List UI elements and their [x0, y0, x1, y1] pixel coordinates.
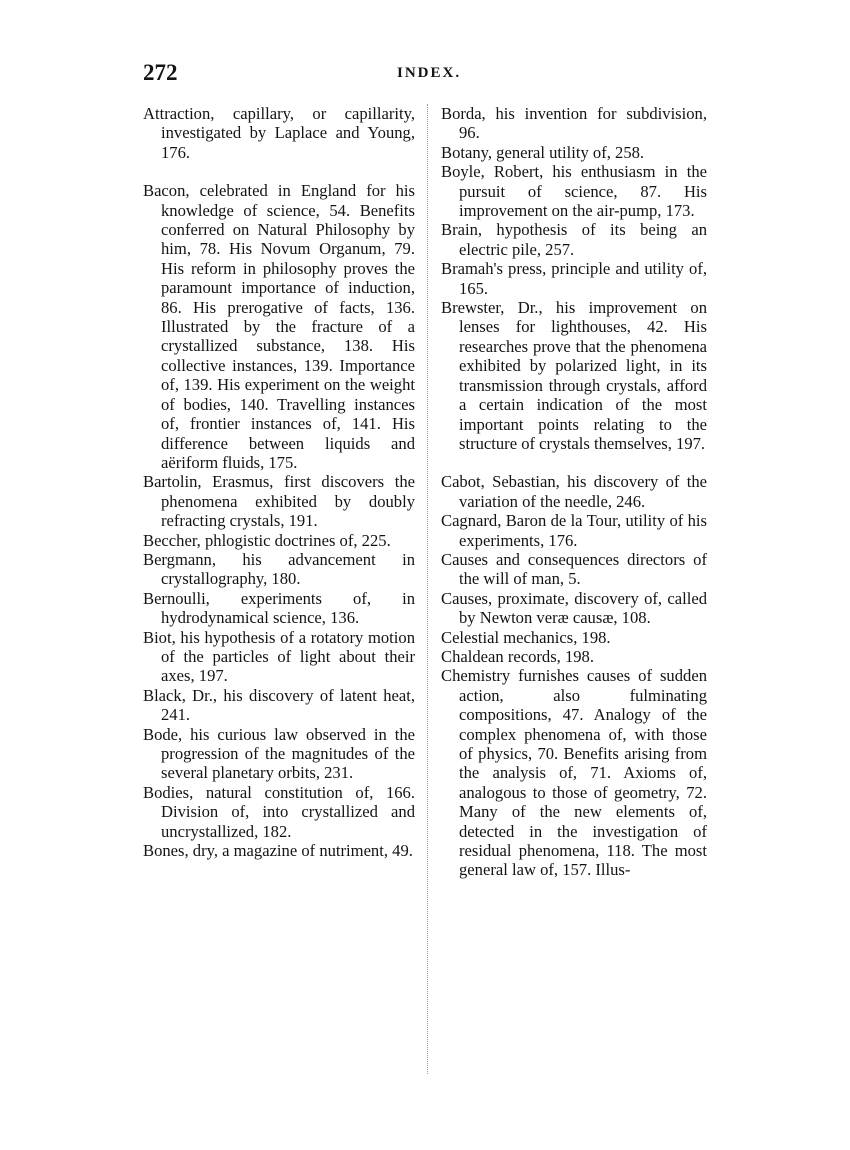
- index-entry: Black, Dr., his discovery of latent heat, 241.: [143, 685, 415, 725]
- index-entry: Cagnard, Baron de la Tour, utility of his experiments, 176.: [441, 511, 707, 550]
- index-entry: Bodies, natural constitution of, 166. Division of, into crystallized and uncrystallized, 182.: [143, 782, 415, 841]
- index-entry: Biot, his hypothesis of a rotatory motion of the particles of light about their axes, 197.: [143, 627, 415, 686]
- index-entry: Causes, proximate, discovery of, called by Newton veræ causæ, 108.: [441, 588, 707, 628]
- index-entry: Attraction, capillary, or capillarity, investigated by Laplace and Young, 176.: [143, 104, 415, 162]
- index-entry: Bergmann, his advancement in crystallography, 180.: [143, 549, 415, 589]
- index-entry: Bartolin, Erasmus, first discovers the phenomena exhibited by doubly refracting crystals, 191.: [143, 472, 415, 531]
- index-entry: Bernoulli, experiments of, in hydrodynamical science, 136.: [143, 588, 415, 628]
- index-entry: Botany, general utility of, 258.: [441, 142, 645, 162]
- index-entry: Celestial mechanics, 198.: [441, 627, 611, 647]
- index-entry: Brewster, Dr., his improvement on lenses for lighthouses, 42. His researches prove that the phenomena exhibited by polarized light, in its transmission through crystals, afford a certain indication of the most important points relating to the structure of crystals themselves, 197.: [441, 298, 707, 453]
- running-title: INDEX.: [397, 65, 462, 81]
- index-entry: Brain, hypothesis of its being an electric pile, 257.: [441, 220, 707, 259]
- index-entry: Bramah's press, principle and utility of, 165.: [441, 259, 707, 298]
- index-entry: Causes and consequences directors of the will of man, 5.: [441, 549, 707, 589]
- index-entry: Bones, dry, a magazine of nutriment, 49.: [143, 841, 413, 861]
- index-entry: Chemistry furnishes causes of sudden action, also fulminating compositions, 47. Analogy of the complex phenomena of, with those of physics, 70. Benefits arising from the analysis of, 71. Axioms of, analogous to those of geometry, 72. Many of the new elements of, detected in the investigation of residual phenomena, 118. The most general law of, 157. Illus-: [441, 666, 707, 880]
- index-entry: Chaldean records, 198.: [441, 646, 594, 666]
- index-entry: Bacon, celebrated in England for his knowledge of science, 54. Benefits conferred on Natural Philosophy by him, 78. His Novum Organum, 79. His reform in philosophy proves the paramount importance of induction, 86. His prerogative of facts, 136. Illustrated by the fracture of a crystallized substance, 138. His collective instances, 139. Importance of, 139. His experiment on the weight of bodies, 140. Travelling instances of, frontier instances of, 141. His difference between liquids and aëriform fluids, 175.: [143, 181, 415, 472]
- column-divider: [427, 104, 428, 1074]
- index-entry: Beccher, phlogistic doctrines of, 225.: [143, 530, 391, 550]
- index-entry: Borda, his invention for subdivision, 96.: [441, 104, 707, 143]
- page-header: [143, 60, 723, 90]
- right-column: [441, 104, 707, 880]
- left-column: [143, 104, 415, 860]
- page-number: 272: [143, 60, 178, 85]
- index-entry: Bode, his curious law observed in the progression of the magnitudes of the several planetary orbits, 231.: [143, 724, 415, 783]
- index-entry: Cabot, Sebastian, his discovery of the variation of the needle, 246.: [441, 472, 707, 511]
- index-entry: Boyle, Robert, his enthusiasm in the pursuit of science, 87. His improvement on the air-pump, 173.: [441, 162, 707, 221]
